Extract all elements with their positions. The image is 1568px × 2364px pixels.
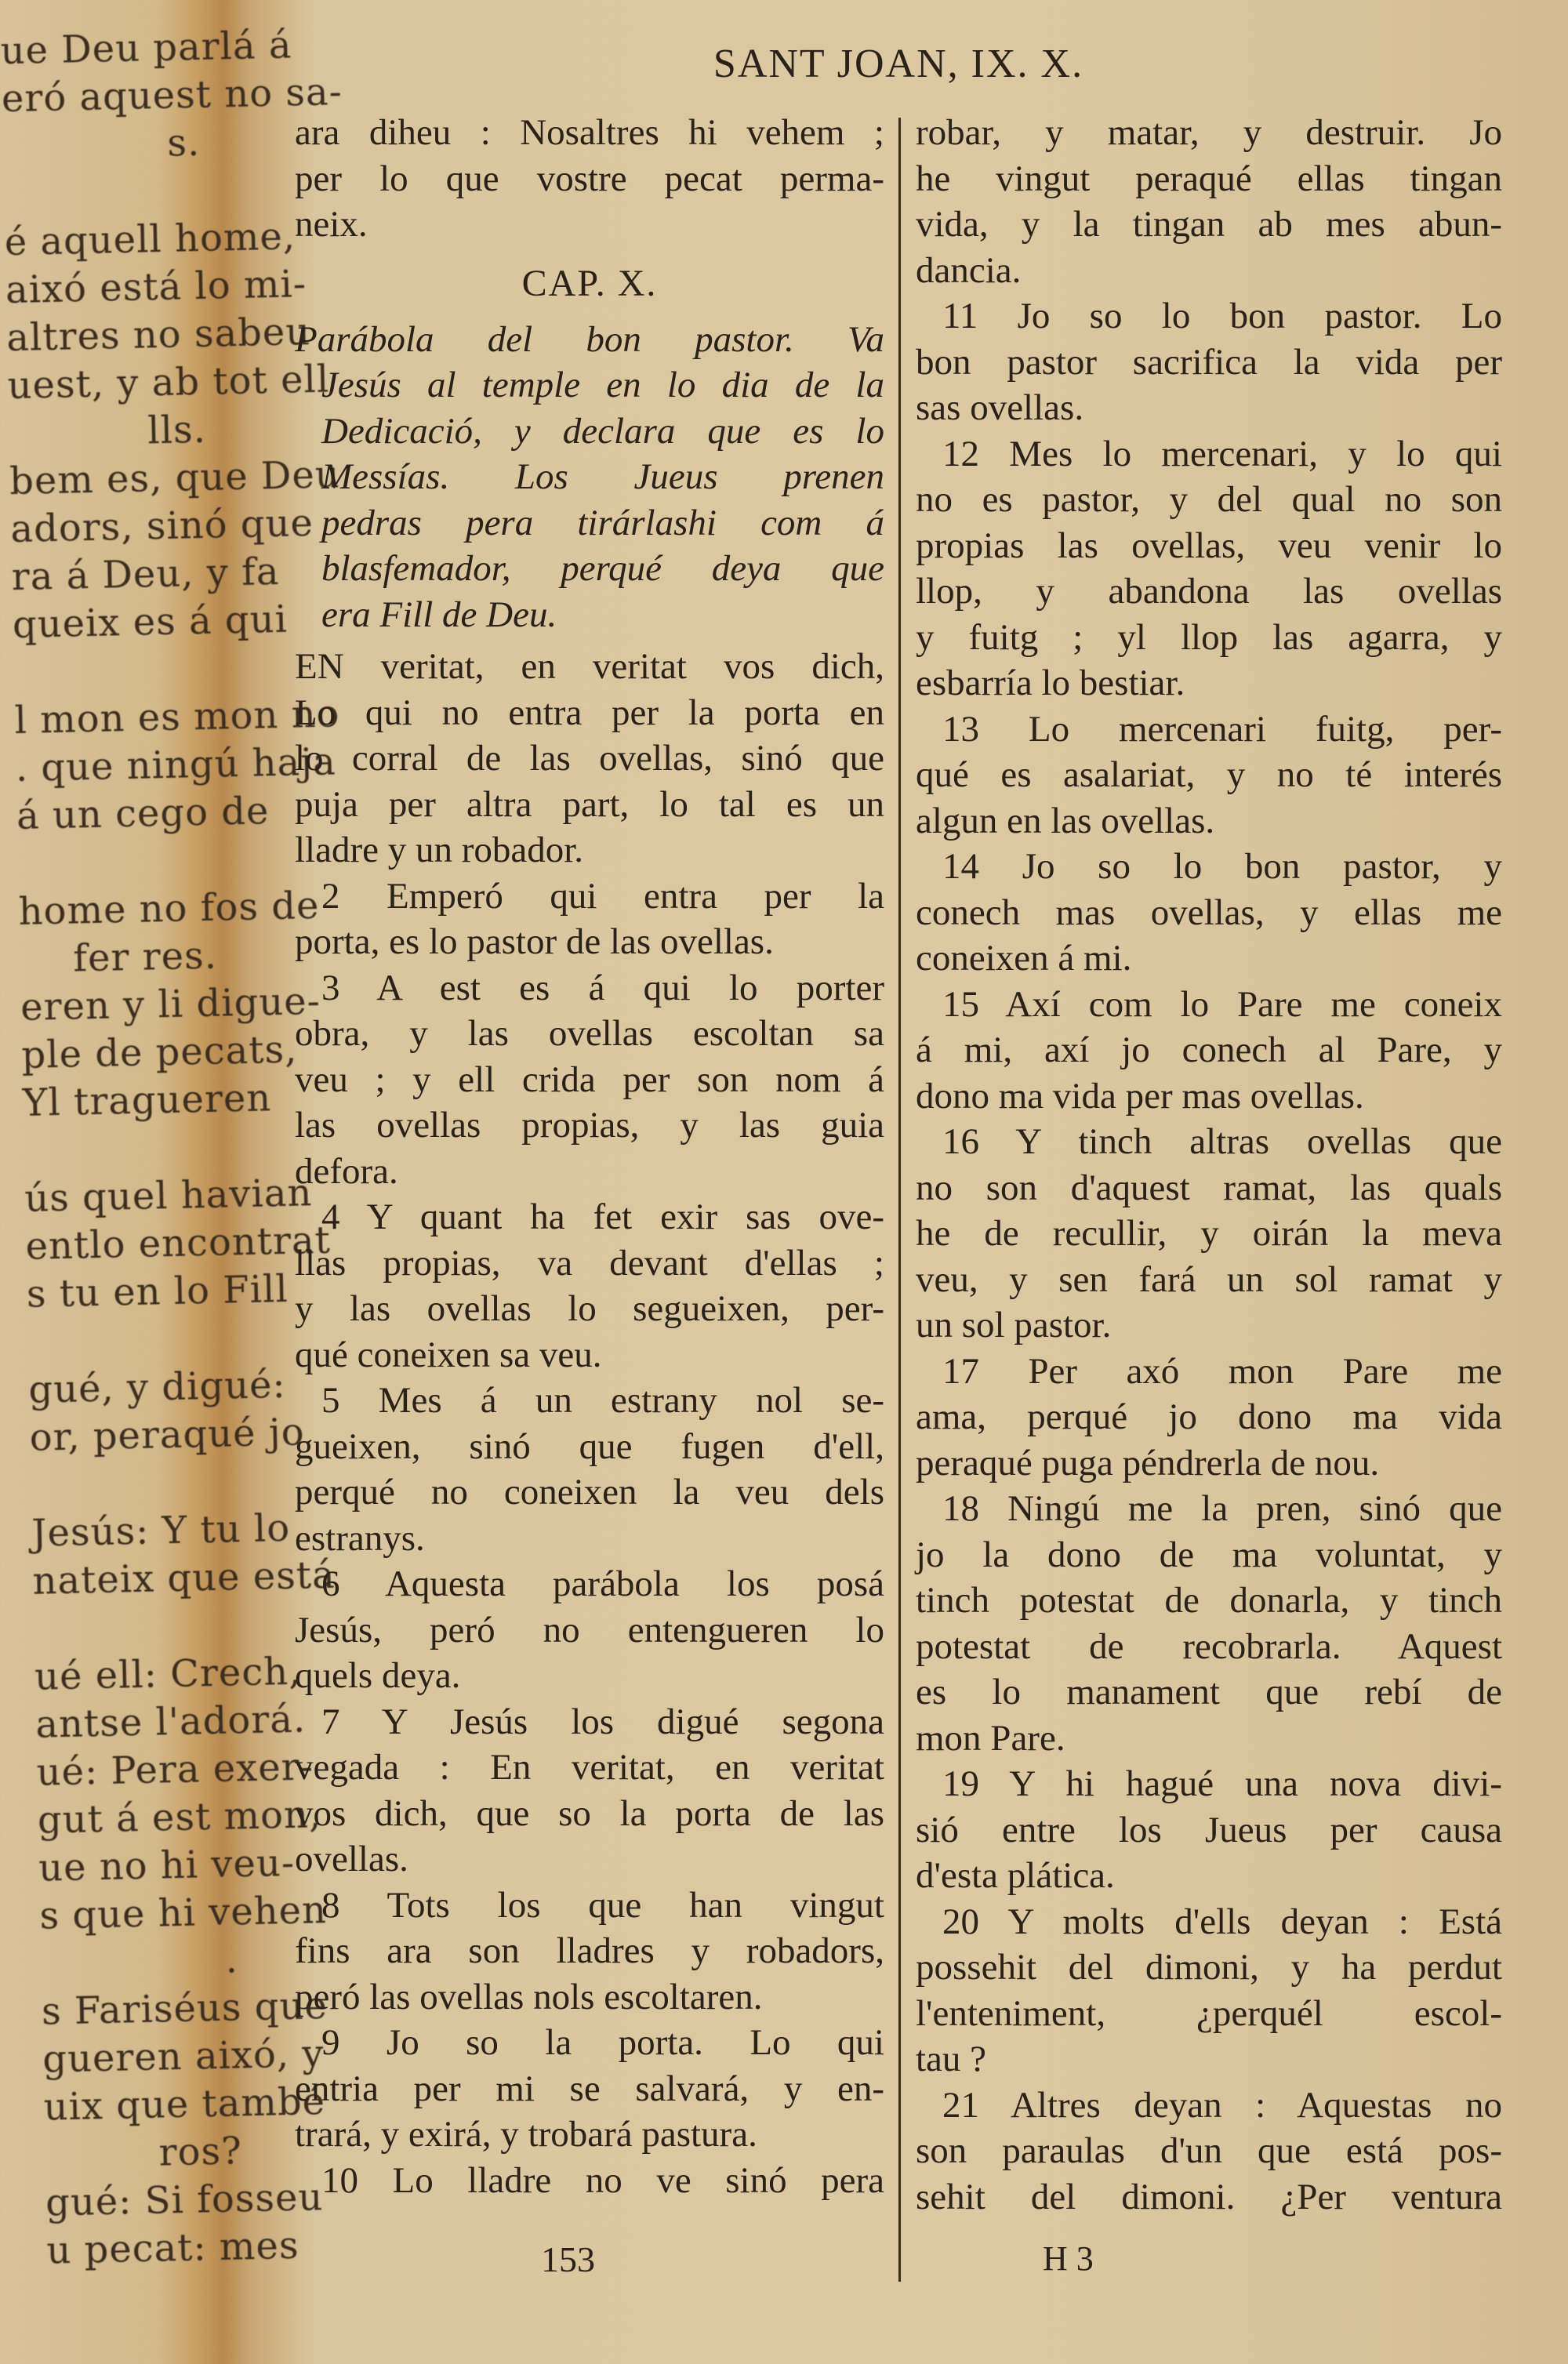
facing-page-line: ué ell: Crech, <box>34 1649 302 1699</box>
text-line: esbarría lo bestiar. <box>916 663 1185 703</box>
facing-page-line: or, peraqué jo <box>29 1410 306 1460</box>
text-line: 5 Mes á un estrany nol se- <box>321 1380 884 1421</box>
verse-paragraph <box>295 2020 884 2158</box>
facing-page-line: ros? <box>158 2129 243 2175</box>
facing-page-line: queix es á qui <box>12 597 289 648</box>
text-line: son paraulas d'un que está pos- <box>916 2130 1502 2171</box>
facing-page-line <box>30 1458 228 1510</box>
verse-paragraph <box>295 110 884 248</box>
text-line: 15 Axí com lo Pare me coneix <box>942 983 1502 1025</box>
facing-page-line: gut á est mon, <box>37 1792 322 1843</box>
running-header: SANT JOAN, IX. X. <box>713 42 1084 86</box>
facing-page-line: eren y li digue- <box>20 979 321 1029</box>
facing-page-line: eró aquest no sa- <box>1 70 343 122</box>
text-line: 14 Jo so lo bon pastor, y <box>942 846 1502 887</box>
facing-page-line <box>3 167 201 219</box>
text-line: vida, y la tingan ab mes abun- <box>916 204 1502 245</box>
right-column <box>916 110 1502 2220</box>
facing-page-line: nateix que está <box>31 1552 336 1603</box>
text-line: 13 Lo mercenari fuitg, per- <box>942 708 1502 750</box>
facing-page-line: . que ningú haja <box>15 739 337 791</box>
text-line: tau ? <box>916 2039 987 2079</box>
verse-paragraph <box>916 110 1502 293</box>
verse-paragraph <box>916 706 1502 844</box>
signature-mark: H 3 <box>1043 2239 1094 2278</box>
text-line: peró las ovellas nols escoltaren. <box>295 1976 763 2017</box>
text-line: Lo qui no entra per la porta en <box>295 692 884 733</box>
text-line: qué es asalariat, y no té interés <box>916 754 1502 795</box>
text-line: un sol pastor. <box>916 1305 1112 1345</box>
text-line: coneixen á mi. <box>916 938 1132 979</box>
text-line: tinch potestat de donarla, y tinch <box>916 1580 1502 1621</box>
facing-page-line: ra á Deu, y fa <box>11 549 281 600</box>
text-line: 11 Jo so lo bon pastor. Lo <box>942 296 1502 336</box>
text-line: d'esta plática. <box>916 1855 1115 1896</box>
text-line: per lo que vostre pecat perma- <box>295 158 884 199</box>
text-line: Parábola del bon pastor. Va <box>295 318 884 360</box>
facing-page-line <box>27 1315 226 1367</box>
text-line: 20 Y molts d'ells deyan : Está <box>942 1901 1502 1942</box>
left-column <box>295 110 884 2203</box>
verse-paragraph <box>916 2083 1502 2221</box>
facing-page-line: ús quel havian <box>24 1171 313 1221</box>
text-line: llas propias, va devant d'ellas ; <box>295 1242 884 1284</box>
facing-page-line <box>33 1602 231 1654</box>
text-line: possehit del dimoni, y ha perdut <box>916 1947 1502 1988</box>
text-line: 12 Mes lo mercenari, y lo qui <box>942 433 1502 474</box>
text-line: 21 Altres deyan : Aquestas no <box>942 2084 1502 2126</box>
text-line: obra, y las ovellas escoltan sa <box>295 1013 884 1054</box>
text-line: 4 Y quant ha fet exir sas ove- <box>321 1197 884 1237</box>
verse-paragraph <box>295 1378 884 1561</box>
text-line: defora. <box>295 1150 398 1192</box>
verse-paragraph <box>916 1349 1502 1487</box>
text-line: mon Pare. <box>916 1717 1065 1759</box>
facing-page-line: l mon es mon no <box>13 692 340 743</box>
facing-page-line: Jesús: Y tu lo <box>31 1505 291 1556</box>
text-line: robar, y matar, y destruir. Jo <box>916 112 1502 153</box>
verse-paragraph <box>295 873 884 965</box>
text-line: á mi, axí jo conech al Pare, y <box>916 1029 1502 1070</box>
text-line: sió entre los Jueus per causa <box>916 1809 1502 1850</box>
facing-page-line: gué: Si fosseu <box>45 2175 324 2225</box>
text-line: conech mas ovellas, y ellas me <box>916 891 1502 933</box>
text-line: gueixen, sinó que fugen d'ell, <box>295 1425 884 1467</box>
text-line: algun en las ovellas. <box>916 800 1215 841</box>
facing-page-line: altres no sabeu <box>5 310 311 361</box>
text-line: y las ovellas lo segueixen, per- <box>295 1288 884 1329</box>
text-line: 3 A est es á qui lo porter <box>321 967 884 1008</box>
text-line: Jesús al temple en lo dia de la <box>321 365 884 405</box>
verse-paragraph <box>916 1761 1502 1899</box>
text-line: dancia. <box>916 249 1022 291</box>
text-line: 2 Emperó qui entra per la <box>321 875 884 917</box>
facing-page-line: bem es, que Deu <box>9 452 341 504</box>
facing-page-line: é aquell home, <box>4 214 296 265</box>
text-line: 19 Y hi hagué una nova divi- <box>942 1763 1502 1804</box>
text-line: entria per mi se salvará, y en- <box>295 2068 884 2109</box>
text-line: las ovellas propias, y las guia <box>295 1105 884 1146</box>
text-line: fins ara son lladres y robadors, <box>295 1930 884 1971</box>
text-line: neix. <box>295 204 368 245</box>
text-line: Jesús, peró no entengueren lo <box>295 1609 884 1650</box>
text-line: veu, y sen fará un sol ramat y <box>916 1258 1502 1300</box>
verse-paragraph <box>916 1119 1502 1349</box>
facing-page-line <box>23 1124 221 1175</box>
facing-page-line: Yl tragueren <box>22 1076 272 1125</box>
text-line: potestat de recobrarla. Aquest <box>916 1625 1502 1667</box>
facing-page-line: s Fariséus que <box>41 1984 328 2034</box>
text-line: 16 Y tinch altras ovellas que <box>942 1121 1502 1162</box>
text-line: quels deya. <box>295 1655 461 1696</box>
facing-page-line: uix que també <box>43 2079 326 2130</box>
text-line: he vingut peraqué ellas tingan <box>916 158 1502 199</box>
text-line: 6 Aquesta parábola los posá <box>321 1563 884 1604</box>
chapter-summary <box>295 317 884 638</box>
text-line: Dedicació, y declara que es lo <box>321 410 884 452</box>
text-line: dono ma vida per mas ovellas. <box>916 1075 1364 1117</box>
facing-page-line: entlo encontrat <box>25 1218 332 1269</box>
verse-paragraph <box>295 1194 884 1378</box>
text-line: he de recullir, y oirán la meva <box>916 1213 1502 1254</box>
verse-paragraph <box>295 965 884 1195</box>
chapter-heading <box>295 259 884 309</box>
text-line: ama, perqué jo dono ma vida <box>916 1396 1502 1437</box>
text-line: porta, es lo pastor de las ovellas. <box>295 921 774 962</box>
column-divider <box>898 118 901 2282</box>
text-line: y fuitg ; yl llop las agarra, y <box>916 616 1502 658</box>
facing-page-line: . <box>224 1937 239 1982</box>
text-line: estranys. <box>295 1517 425 1559</box>
text-line: ovellas. <box>295 1839 408 1879</box>
text-line: ara diheu : Nosaltres hi vehem ; <box>295 112 884 153</box>
text-line: l'enteniment, ¿perquél escol- <box>916 1992 1502 2034</box>
facing-page-line <box>17 837 216 888</box>
text-line: puja per altra part, lo tal es un <box>295 783 884 825</box>
verse-paragraph <box>916 844 1502 982</box>
verse-paragraph <box>295 2158 884 2204</box>
text-line: era Fill de Deu. <box>321 594 557 635</box>
text-line: veu ; y ell crida per son nom á <box>295 1059 884 1100</box>
text-line: no es pastor, y del qual no son <box>916 479 1502 520</box>
text-line: pedras pera tirárlashi com á <box>321 502 884 543</box>
text-line: no son d'aquest ramat, las quals <box>916 1167 1502 1208</box>
facing-page-line: gueren aixó, y <box>42 2032 325 2082</box>
verse-paragraph <box>916 982 1502 1120</box>
facing-page-line: lls. <box>147 407 207 453</box>
facing-page-line: ue Deu parlá á <box>0 23 292 74</box>
text-line: peraqué puga péndrerla de nou. <box>916 1442 1380 1483</box>
facing-page-line: aixó está lo mi- <box>5 262 307 313</box>
verse-paragraph <box>295 1561 884 1699</box>
verse-paragraph <box>916 1486 1502 1761</box>
facing-page-line: uest, y ab tot ell <box>7 357 330 409</box>
text-line: sehit del dimoni. ¿Per ventura <box>916 2176 1502 2217</box>
verse-paragraph <box>916 431 1502 706</box>
text-line: 7 Y Jesús los digué segona <box>321 1701 884 1742</box>
facing-page-line: antse l'adorá. <box>34 1697 307 1747</box>
facing-page-line: s. <box>166 120 201 165</box>
text-line: bon pastor sacrifica la vida per <box>916 341 1502 383</box>
text-line: 18 Ningú me la pren, sinó que <box>942 1488 1502 1529</box>
text-line: lladre y un robador. <box>295 830 584 870</box>
facing-page-line: fer res. <box>72 933 218 981</box>
text-line: 8 Tots los que han vingut <box>321 1884 884 1926</box>
text-line: trará, y exirá, y trobará pastura. <box>295 2114 757 2155</box>
verse-paragraph <box>295 1883 884 2021</box>
verse-paragraph <box>295 1699 884 1883</box>
page-number: 153 <box>541 2239 595 2279</box>
facing-page-line: adors, sinó que <box>9 501 314 552</box>
text-line: propias las ovellas, veu venir lo <box>916 525 1502 566</box>
facing-page-line: ple de pecats, <box>20 1027 298 1077</box>
facing-page-line: s tu en lo Fill <box>26 1266 289 1316</box>
verse-paragraph <box>295 644 884 873</box>
text-line: CAP. X. <box>521 262 658 304</box>
facing-page-line: ué: Pera exer- <box>36 1745 314 1795</box>
facing-page-line <box>13 645 212 697</box>
text-line: EN veritat, en veritat vos dich, <box>295 646 884 687</box>
facing-page-line: gué, y digué: <box>27 1363 287 1412</box>
text-line: Messías. Los Jueus prenen <box>321 456 884 497</box>
facing-page-line: ue no hi veu- <box>38 1840 296 1890</box>
text-line: lo corral de las ovellas, sinó que <box>295 738 884 779</box>
verse-paragraph <box>916 1899 1502 2083</box>
text-line: vos dich, que so la porta de las <box>295 1792 884 1834</box>
text-line: llop, y abandona las ovellas <box>916 571 1502 612</box>
text-line: sas ovellas. <box>916 387 1084 428</box>
text-line: 9 Jo so la porta. Lo qui <box>321 2022 884 2063</box>
text-line: es lo manament que rebí de <box>916 1672 1502 1712</box>
text-line: 10 Lo lladre no ve sinó pera <box>321 2159 884 2201</box>
verse-paragraph <box>916 293 1502 431</box>
text-line: 17 Per axó mon Pare me <box>942 1350 1502 1392</box>
text-line: jo la dono de ma voluntat, y <box>916 1534 1502 1575</box>
facing-page-line: á un cego de <box>16 789 270 839</box>
text-line: blasfemador, perqué deya que <box>321 548 884 589</box>
facing-page-line: u pecat: mes <box>45 2223 300 2273</box>
text-line: perqué no coneixen la veu dels <box>295 1472 884 1512</box>
facing-page-line: home no fos de <box>18 883 320 935</box>
text-line: vegada : En veritat, en veritat <box>295 1747 884 1788</box>
text-line: qué coneixen sa veu. <box>295 1334 602 1375</box>
facing-page-line: s que hi vehen <box>38 1888 328 1938</box>
